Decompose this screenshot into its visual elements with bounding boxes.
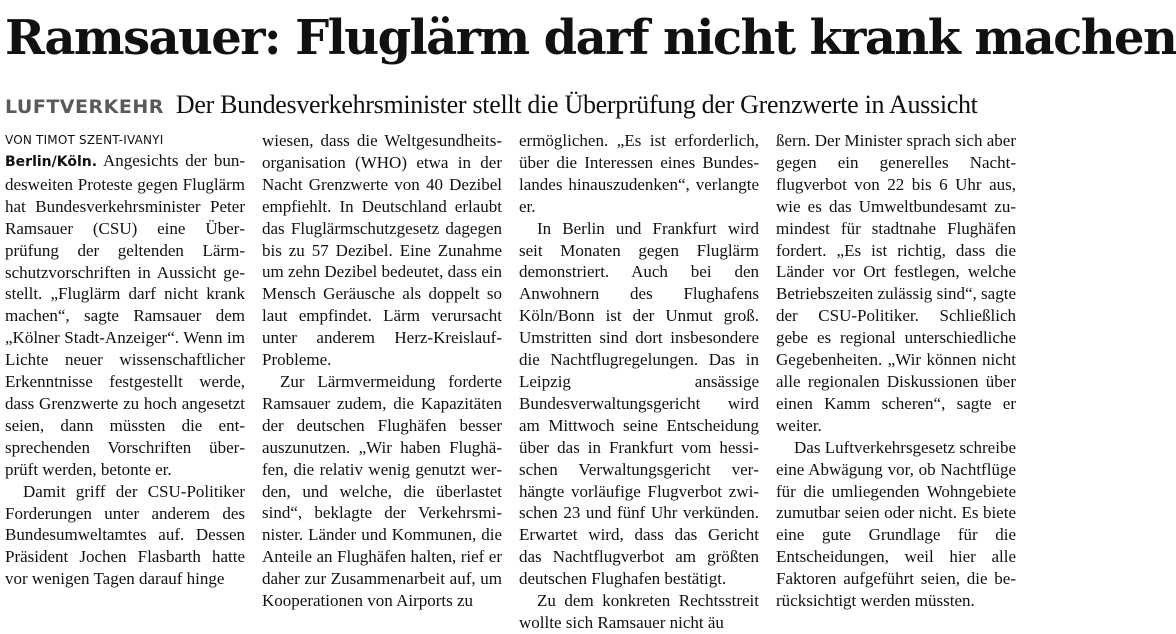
column-1	[5, 130, 245, 590]
paragraph: Zur Lärmvermeidung forderte Ramsauer zudem, die Kapazitäten der deutschen Flughäfen besser auszunutzen. „Wir haben Flughäfen, die relativ wenig genutzt werden, und welche, die überlastet sind“, beklagte der Verkehrsminister. Länder und Kommunen, die Anteile an Flughäfen halten, rief er daher zur Zusammenarbeit auf, um Kooperationen von Airports zu	[262, 371, 502, 611]
paragraph	[5, 150, 245, 481]
kicker-label: LUFTVERKEHR	[5, 96, 164, 118]
paragraph: ßern. Der Minister sprach sich aber gegen ein generelles Nachtflugverbot von 22 bis 6 Uhr aus, wie es das Umweltbundesamt zumindest für stadtnahe Flughäfen fordert. „Es ist richtig, dass die Länder vor Ort festlegen, welche Betriebszeiten zulässig sind“, sagte der CSU-Politiker. Schließlich gebe es regional unterschiedliche Gegebenheiten. „Wir können nicht alle regionalen Diskussionen über einen Kamm scheren“, sagte er weiter.	[776, 131, 1016, 435]
subtitle: Der Bundesverkehrsminister stellt die Überprüfung der Grenzwerte in Aussicht	[175, 90, 978, 119]
paragraph: Zu dem konkreten Rechtsstreit wollte sich Ramsauer nicht äu	[519, 591, 759, 632]
paragraph: In Berlin und Frankfurt wird seit Monaten gegen Fluglärm demonstriert. Auch bei den Anwohnern des Flughafens Köln/Bonn ist der Unmut groß. Umstritten sind dort insbesondere die Nachtflugregelungen. Das in Leipzig ansässige Bundesverwaltungsgericht wird am Mittwoch seine Entscheidung über das in Frankfurt vom hessischen Verwaltungsgericht verhängte vorläufige Flugverbot zwischen 23 und fünf Uhr verkünden. Erwartet wird, dass das Gericht das Nachtflugverbot am größten deutschen Flughafen bestätigt.	[519, 218, 759, 589]
paragraph: Damit griff der CSU-Politiker Forderungen unter anderem des Bundesumweltamtes auf. Dessen Präsident Jochen Flasbarth hatte vor wenigen Tagen darauf hinge	[5, 481, 245, 589]
paragraph-text: Angesichts der bundesweiten Proteste gegen Fluglärm hat Bundesverkehrsminister Peter Ramsauer (CSU) eine Überprüfung der geltenden Lärmschutzvorschriften in Aussicht gestellt. „Fluglärm darf nicht krank machen“, sagte Ramsauer dem „Kölner Stadt-Anzeiger“. Wenn im Lichte neuer wissenschaftlicher Erkenntnisse festgestellt werde, dass Grenzwerte zu hoch angesetzt seien, dann müssten die entsprechenden Vorschriften überprüft werden, betonte er.	[5, 151, 245, 479]
column-4	[776, 130, 1016, 612]
column-2	[262, 130, 502, 612]
column-3	[519, 130, 759, 634]
byline: VON TIMOT SZENT-IVANYI	[5, 133, 164, 147]
dateline: Berlin/Köln.	[5, 154, 98, 170]
article-body	[5, 130, 1016, 632]
paragraph: ermöglichen. „Es ist erforderlich, über die Interessen eines Bundeslandes hinauszudenken“, verlangte er.	[519, 131, 759, 216]
subheadline	[5, 88, 1017, 126]
paragraph: Das Luftverkehrsgesetz schreibe eine Abwägung vor, ob Nachtflüge für die umliegenden Wohngebiete zumutbar seien oder nicht. Es biete eine gute Grundlage für die Entscheidungen, weil hier alle Faktoren aufgeführt seien, die berücksichtigt werden müssten.	[776, 437, 1016, 611]
paragraph: wiesen, dass die Weltgesundheitsorganisation (WHO) etwa in der Nacht Grenzwerte von 40 Dezibel empfiehlt. In Deutschland erlaubt das Fluglärmschutzgesetz dagegen bis zu 57 Dezibel. Eine Zunahme um zehn Dezibel bedeutet, dass ein Mensch Geräusche als doppelt so laut empfindet. Lärm verursacht unter anderem Herz-Kreislauf-Probleme.	[262, 131, 502, 370]
headline: Ramsauer: Fluglärm darf nicht krank machen	[5, 10, 1176, 66]
